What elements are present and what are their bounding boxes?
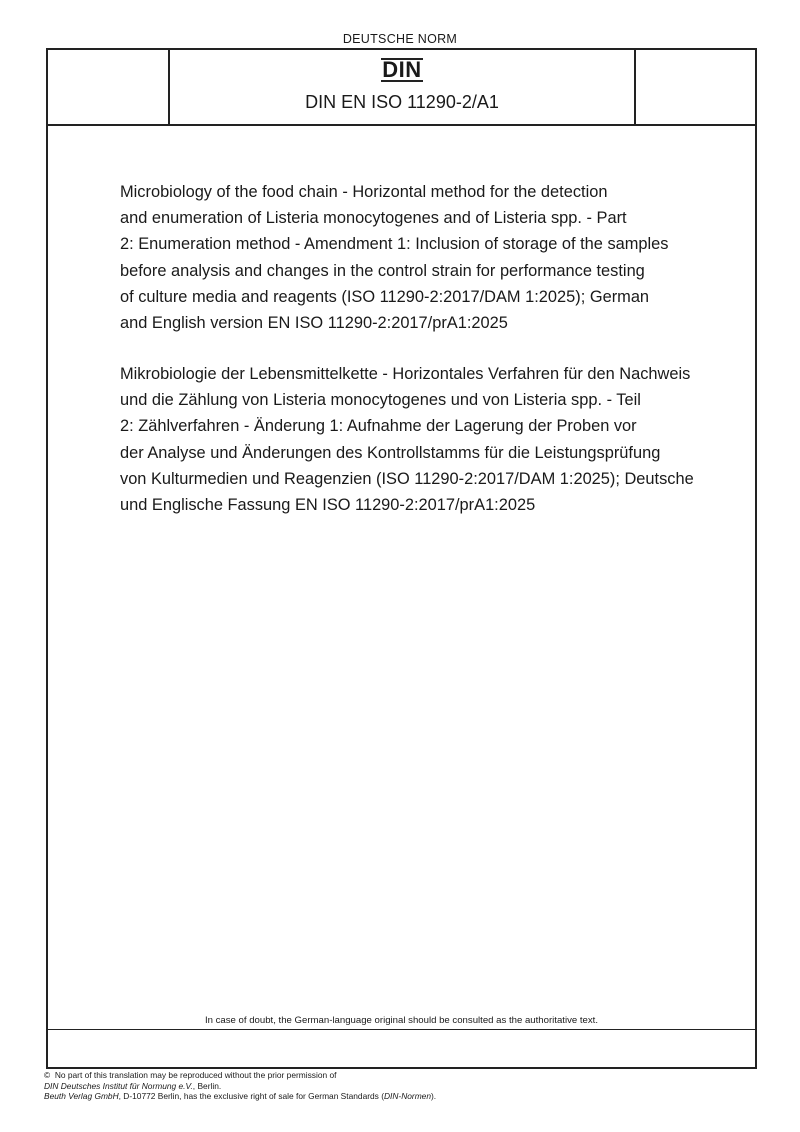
title-german-line: 2: Zählverfahren - Änderung 1: Aufnahme der Lagerung der Proben vor bbox=[120, 417, 637, 436]
title-english-line: of culture media and reagents (ISO 11290-2:2017/DAM 1:2025); German bbox=[120, 287, 650, 306]
title-german-line: und Englische Fassung EN ISO 11290-2:2017/prA1:2025 bbox=[120, 496, 536, 515]
title-german-line: der Analyse und Änderungen des Kontrollstamms für die Leistungsprüfung bbox=[120, 443, 661, 462]
title-german bbox=[120, 361, 740, 518]
title-german-line: und die Zählung von Listeria monocytogenes und von Listeria spp. - Teil bbox=[120, 391, 641, 410]
footer-standards-name: DIN-Normen bbox=[383, 1091, 431, 1102]
header-row bbox=[48, 50, 755, 126]
title-english-line: and English version EN ISO 11290-2:2017/prA1:2025 bbox=[120, 314, 508, 333]
title-german-line: Mikrobiologie der Lebensmittelkette - Horizontales Verfahren für den Nachweis bbox=[120, 365, 691, 383]
header-center-cell bbox=[170, 50, 634, 124]
footer-line-3 bbox=[44, 1091, 744, 1102]
footer-city: , Berlin. bbox=[192, 1080, 222, 1091]
copyright-symbol: © bbox=[44, 1070, 51, 1080]
footer-line-2 bbox=[44, 1081, 744, 1092]
document-number: DIN EN ISO 11290-2/A1 bbox=[305, 92, 499, 112]
title-english-line: Microbiology of the food chain - Horizontal method for the detection bbox=[120, 183, 608, 201]
title-english-line: and enumeration of Listeria monocytogenes and of Listeria spp. - Part bbox=[120, 209, 627, 228]
title-english-line: before analysis and changes in the control strain for performance testing bbox=[120, 261, 645, 280]
title-english bbox=[120, 179, 740, 336]
footer-institute-name: DIN Deutsches Institut für Normung e.V. bbox=[44, 1080, 193, 1091]
document-type-label: DEUTSCHE NORM bbox=[342, 32, 458, 46]
footer-end: ). bbox=[430, 1091, 437, 1102]
header-right-cell bbox=[634, 50, 757, 124]
footer-line-1 bbox=[44, 1070, 744, 1081]
title-english-line: 2: Enumeration method - Amendment 1: Inclusion of storage of the samples bbox=[120, 235, 669, 254]
din-logo bbox=[170, 57, 634, 83]
copyright-footer bbox=[44, 1070, 744, 1102]
footer-rights-text: , D-10772 Berlin, has the exclusive right of sale for German Standards ( bbox=[118, 1091, 384, 1102]
title-german-line: von Kulturmedien und Reagenzien (ISO 11290-2:2017/DAM 1:2025); Deutsche bbox=[120, 469, 694, 488]
footer-publisher-name: Beuth Verlag GmbH bbox=[44, 1091, 119, 1102]
din-logo-text: DIN bbox=[382, 57, 422, 82]
header-left-cell bbox=[48, 50, 170, 124]
bottom-divider bbox=[48, 1029, 755, 1030]
footer-permission-text: No part of this translation may be reproduced without the prior permission of bbox=[54, 1070, 337, 1080]
document-frame bbox=[46, 48, 757, 1069]
authoritative-text-note: In case of doubt, the German-language original should be consulted as the authoritative text. bbox=[204, 1015, 599, 1026]
